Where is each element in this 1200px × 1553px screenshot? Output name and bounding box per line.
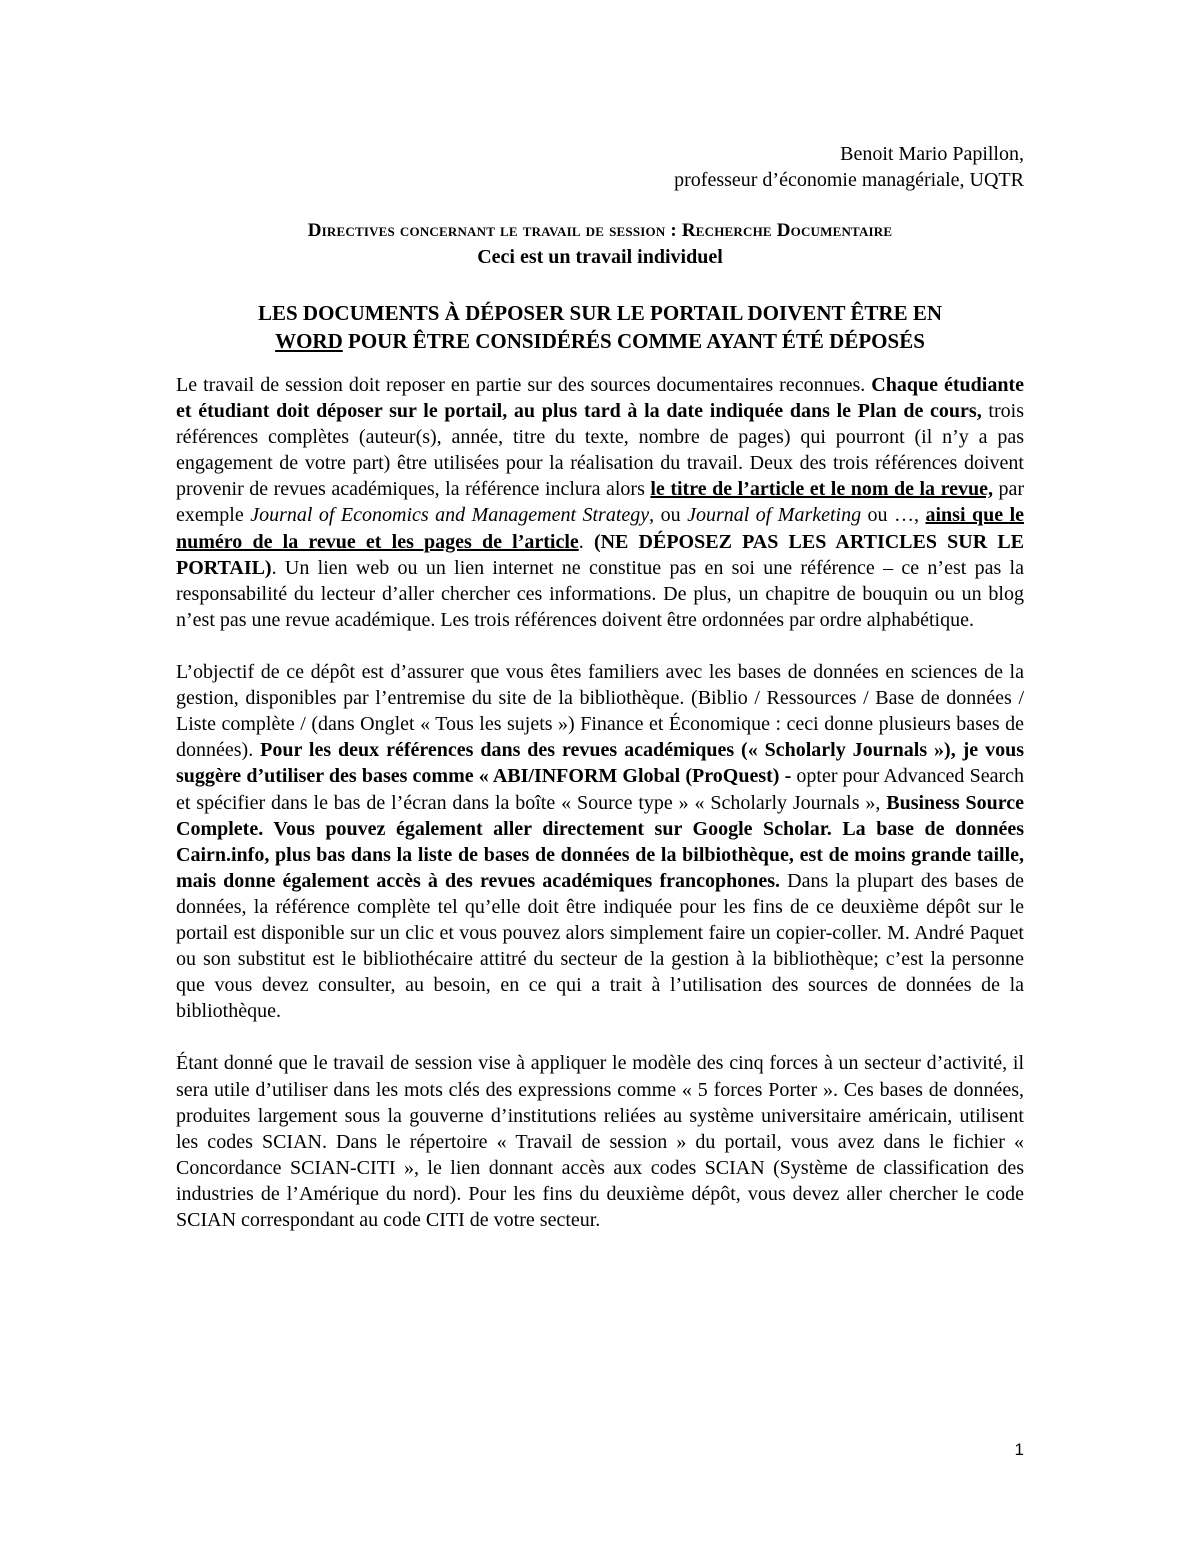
p1-s1: Le travail de session doit reposer en partie sur des sources documentaires reconnues. — [176, 374, 872, 396]
p1-s2: Chaque étudiante et étudiant doit déposer sur le portail, au plus tard à la date indiquée dans le Plan de cours, — [176, 374, 1024, 423]
paragraph-scian — [176, 1050, 1024, 1233]
document-title — [176, 218, 1024, 270]
paragraph-databases — [176, 659, 1024, 1024]
p1-s8: Journal of Marketing — [687, 504, 862, 527]
p1-s13: . Un lien web ou un lien internet ne constitue pas en soi une référence – ce n’est pas la responsabilité du lecteur d’aller chercher ces informations. De plus, un chapitre de bouquin ou un blog n’est pas une revue académique. Les trois références doivent être ordonnées par ordre alphabétique. — [176, 556, 1024, 631]
p1-s6: Journal of Economics and Management Strategy — [250, 504, 650, 527]
notice-block — [176, 299, 1024, 355]
notice-part-1: LES DOCUMENTS À DÉPOSER SUR LE PORTAIL DOIVENT ÊTRE EN — [257, 301, 943, 325]
p1-s11: . — [578, 530, 594, 553]
p2-s3: opter pour Advanced Search et spécifier dans le bas de l’écran dans la boîte « Source type » « Scholarly Journals », — [176, 765, 1025, 814]
p2-s1: L’objectif de ce dépôt est d’assurer que vous êtes familiers avec les bases de données en sciences de la gestion, disponibles par l’entremise du site de la bibliothèque. (Biblio / Ressources / Base de données / Liste complète / (dans Onglet « Tous les sujets ») Finance et Économique : ceci donne plusieurs bases de données). — [176, 661, 1024, 762]
p3-s1: Étant donné que le travail de session vise à appliquer le modèle des cinq forces à un secteur d’activité, il sera utile d’utiliser dans les mots clés des expressions comme « 5 forces Porter ». Ces bases de données, produites largement sous la gouverne d’institutions reliées au système universitaire américain, utilisent les codes SCIAN. Dans le répertoire « Travail de session » du portail, vous avez dans le fichier « Concordance SCIAN-CITI », le lien donnant accès aux codes SCIAN (Système de classification des industries de l’Amérique du nord). Pour les fins du deuxième dépôt, vous devez aller chercher le code SCIAN correspondant au code CITI de votre secteur. — [176, 1052, 1024, 1231]
author-name: Benoit Mario Papillon, — [840, 143, 1024, 165]
page-number: 1 — [1014, 1440, 1024, 1459]
p2-s2: Pour les deux références dans des revues académiques (« Scholarly Journals »), je vous suggère d’utiliser des bases comme « ABI/INFORM Global (ProQuest) - — [176, 739, 1024, 788]
document-body — [176, 372, 1024, 1259]
p1-s9: ou …, — [861, 504, 926, 527]
p1-s7: , ou — [649, 504, 688, 527]
p1-s3: trois références complètes (auteur(s), année, titre du texte, nombre de pages) qui pourront (il n’y a pas engagement de votre part) être utilisées pour la réalisation du travail. Deux des trois références doivent provenir de revues académiques, la référence inclura alors — [176, 400, 1024, 501]
paragraph-references — [176, 372, 1024, 633]
title-line-2: Ceci est un travail individuel — [477, 246, 723, 268]
author-title: professeur d’économie managériale, UQTR — [674, 169, 1024, 191]
notice-word: WORD — [275, 329, 343, 353]
p1-s5: par exemple — [176, 478, 1025, 527]
title-line-1: Directives concernant le travail de session : Recherche Documentaire — [307, 220, 893, 241]
author-block — [674, 141, 1024, 193]
p2-s5: Dans la plupart des bases de données, la référence complète tel qu’elle doit être indiquée pour les fins de ce deuxième dépôt sur le portail est disponible sur un clic et vous pouvez alors simplement faire un copier-coller. M. André Paquet ou son substitut est le bibliothécaire attitré du secteur de la gestion à la bibliothèque; c’est la personne que vous devez consulter, au besoin, en ce qui a trait à l’utilisation des sources de données de la bibliothèque. — [176, 869, 1024, 1023]
p1-s4: le titre de l’article et le nom de la revue, — [650, 478, 993, 501]
p1-s10: ainsi que le numéro de la revue et les pages de l’article — [176, 504, 1025, 553]
p2-s4: Business Source Complete. Vous pouvez également aller directement sur Google Scholar. La base de données Cairn.info, plus bas dans la liste de bases de données de la bilbiothèque, est de moins grande taille, mais donne également accès à des revues académiques francophones. — [176, 791, 1024, 892]
p1-s12: (NE DÉPOSEZ PAS LES ARTICLES SUR LE PORTAIL) — [176, 530, 1024, 579]
notice-part-2: POUR ÊTRE CONSIDÉRÉS COMME AYANT ÉTÉ DÉPOSÉS — [342, 329, 925, 353]
